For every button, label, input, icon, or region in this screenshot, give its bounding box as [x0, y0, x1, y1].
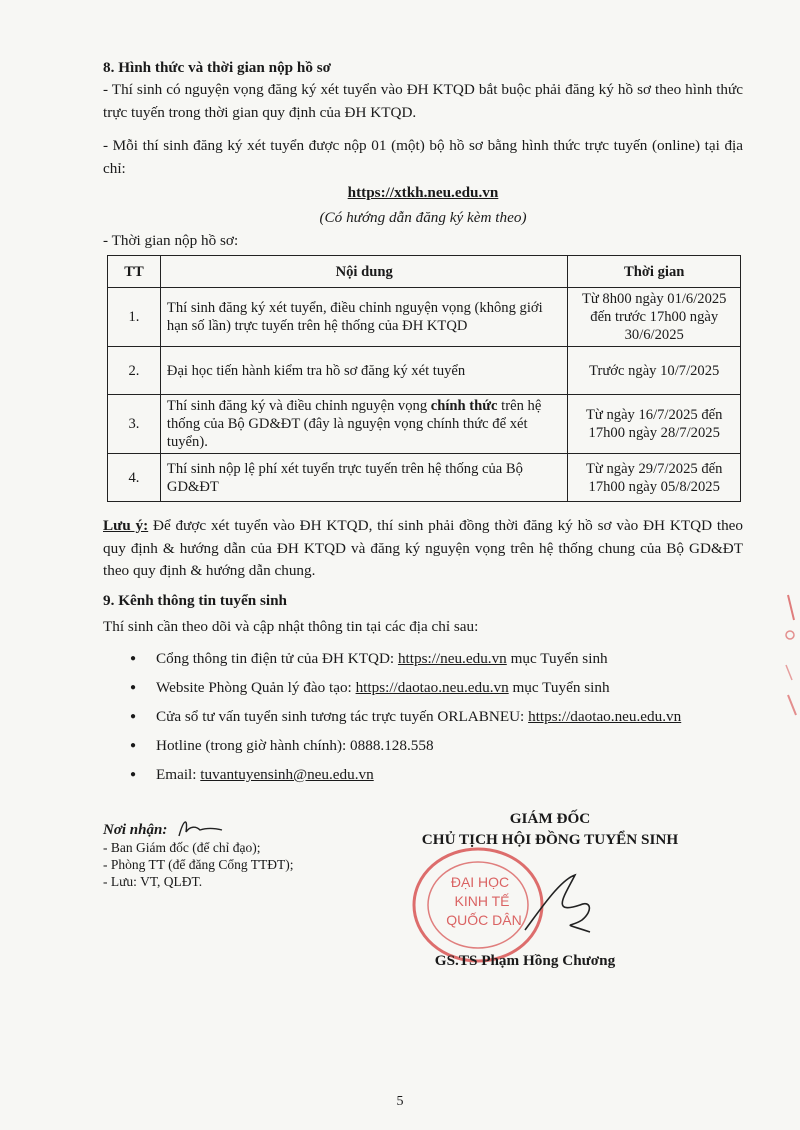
item-text: Cổng thông tin điện tử của ĐH KTQD:	[156, 650, 398, 667]
table-row	[108, 347, 741, 395]
item-text: Cửa sổ tư vấn tuyển sinh tương tác trực tuyến ORLABNEU:	[156, 708, 529, 725]
edge-stamp-marks-icon	[760, 590, 800, 730]
header-tt: TT	[108, 256, 161, 288]
note-label: Lưu ý:	[103, 517, 149, 534]
item-text: Email:	[156, 766, 201, 783]
section-8-heading: 8. Hình thức và thời gian nộp hồ sơ	[103, 59, 332, 76]
seal-text-1: ĐẠI HỌC	[450, 874, 510, 890]
item-link[interactable]: tuvantuyensinh@neu.edu.vn	[200, 766, 374, 783]
signature-title-1: GIÁM ĐỐC	[509, 810, 591, 827]
item-link[interactable]: https://neu.edu.vn	[397, 650, 507, 667]
item-suffix: mục Tuyển sinh	[508, 679, 610, 696]
signature-title-2: CHỦ TỊCH HỘI ĐỒNG TUYỂN SINH	[421, 831, 679, 848]
row-time: Từ ngày 16/7/2025 đến 17h00 ngày 28/7/2025	[568, 395, 741, 454]
row-content-bold: chính thức	[430, 398, 498, 414]
page-number: 5	[396, 1094, 404, 1109]
table-row	[108, 454, 741, 502]
row-time: Trước ngày 10/7/2025	[568, 347, 741, 395]
row-content: Đại học tiến hành kiểm tra hồ sơ đăng ký xét tuyển	[160, 347, 568, 395]
initial-signature-icon	[176, 816, 226, 840]
header-content: Nội dung	[160, 256, 568, 288]
row-content-pre: Thí sinh đăng ký và điều chỉnh nguyện vọng	[166, 398, 431, 414]
schedule-table	[107, 255, 741, 502]
row-content-post: trên hệ thống của Bộ GD&ĐT (đây là nguyện vọng chính thức để xét tuyển).	[166, 398, 542, 450]
list-item	[130, 731, 681, 760]
table-header-row	[108, 256, 741, 288]
row-time: Từ 8h00 ngày 01/6/2025 đến trước 17h00 ngày 30/6/2025	[568, 288, 741, 347]
director-signature-icon	[520, 870, 600, 940]
row-content: Thí sinh nộp lệ phí xét tuyển trực tuyến trên hệ thống của Bộ GD&ĐT	[160, 454, 568, 502]
registration-url-note: (Có hướng dẫn đăng ký kèm theo)	[319, 209, 527, 226]
item-link[interactable]: https://daotao.neu.edu.vn	[355, 679, 509, 696]
seal-text-3: QUỐC DÂN	[446, 912, 522, 928]
item-suffix: mục Tuyển sinh	[506, 650, 608, 667]
item-text: Website Phòng Quản lý đào tạo:	[156, 679, 356, 696]
header-time: Thời gian	[568, 256, 741, 288]
time-label: - Thời gian nộp hồ sơ:	[103, 232, 239, 249]
item-link[interactable]: https://daotao.neu.edu.vn	[528, 708, 682, 725]
list-item	[130, 702, 681, 731]
table-row	[108, 288, 741, 347]
row-number: 3.	[108, 395, 161, 454]
note-paragraph	[103, 515, 743, 583]
row-number: 4.	[108, 454, 161, 502]
recipient-line: - Phòng TT (để đăng Cổng TTĐT);	[103, 857, 294, 872]
seal-text-2: KINH TẾ	[454, 893, 510, 909]
recipients-title: Nơi nhận:	[103, 822, 168, 838]
row-time: Từ ngày 29/7/2025 đến 17h00 ngày 05/8/2025	[568, 454, 741, 502]
table-row	[108, 395, 741, 454]
registration-url[interactable]: https://xtkh.neu.edu.vn	[347, 184, 499, 201]
recipient-line: - Ban Giám đốc (để chỉ đạo);	[103, 840, 261, 855]
row-number: 2.	[108, 347, 161, 395]
section-9-heading: 9. Kênh thông tin tuyển sinh	[103, 592, 287, 609]
item-text: Hotline (trong giờ hành chính): 0888.128.558	[156, 737, 434, 754]
signer-name: GS.TS Phạm Hồng Chương	[434, 952, 616, 969]
row-content: Thí sinh đăng ký xét tuyển, điều chỉnh nguyện vọng (không giới hạn số lần) trực tuyến trên hệ thống của ĐH KTQD	[160, 288, 568, 347]
info-channel-list	[130, 644, 681, 789]
note-text: Để được xét tuyển vào ĐH KTQD, thí sinh phải đồng thời đăng ký hồ sơ vào ĐH KTQD theo quy định & hướng dẫn của ĐH KTQD và đăng ký nguyện vọng trên hệ thống chung của Bộ GD&ĐT theo quy định & hướng dẫn chung.	[103, 517, 743, 579]
section-8-para-2: - Mỗi thí sinh đăng ký xét tuyển được nộp 01 (một) bộ hồ sơ bằng hình thức trực tuyến (online) tại địa chỉ:	[103, 137, 743, 177]
list-item	[130, 673, 681, 702]
list-item	[130, 644, 681, 673]
row-content	[160, 395, 568, 454]
recipient-line: - Lưu: VT, QLĐT.	[103, 874, 203, 889]
list-item	[130, 760, 681, 789]
section-9-intro: Thí sinh cần theo dõi và cập nhật thông tin tại các địa chỉ sau:	[103, 618, 479, 635]
row-number: 1.	[108, 288, 161, 347]
section-8-para-1: - Thí sinh có nguyện vọng đăng ký xét tuyển vào ĐH KTQD bắt buộc phải đăng ký hồ sơ theo hình thức trực tuyến trong thời gian quy định của ĐH KTQD.	[103, 81, 743, 121]
